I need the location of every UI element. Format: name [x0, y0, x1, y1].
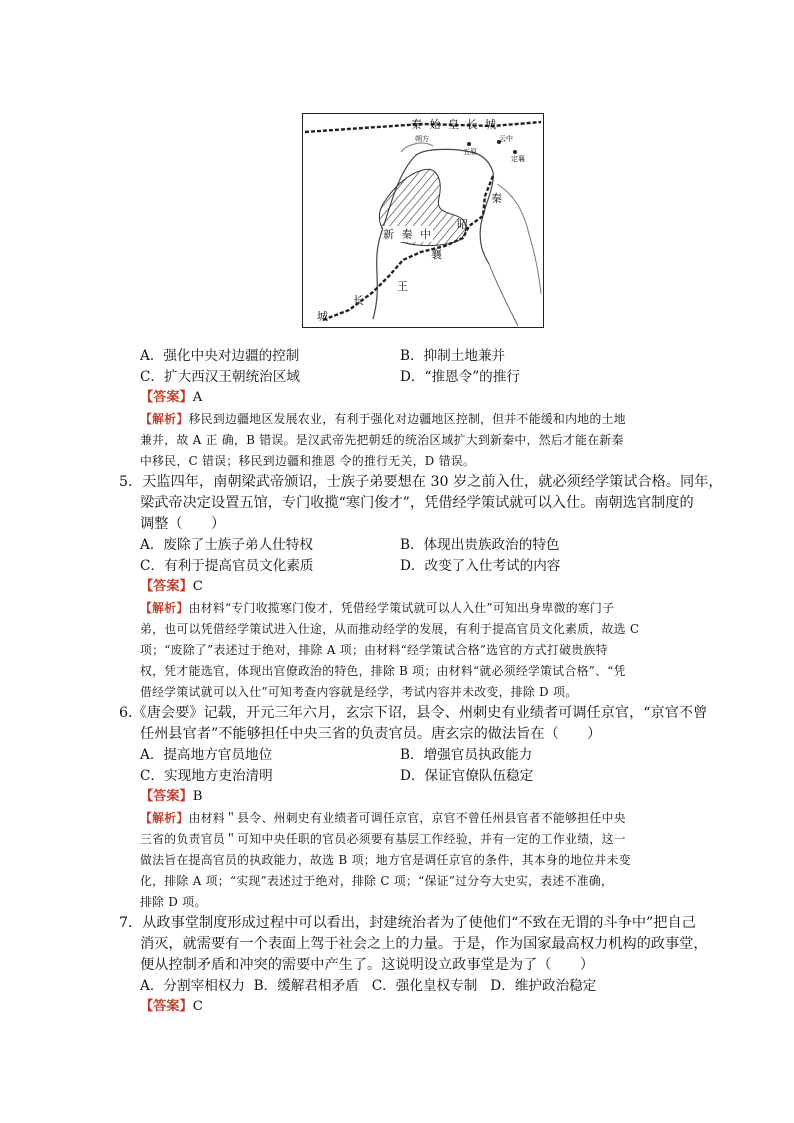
- map-label-great-wall: 秦 始 皇 长 城: [411, 118, 498, 131]
- q7-options-row: [140, 976, 596, 996]
- q5-answer: 【答案】C: [140, 579, 203, 594]
- map-label-chang: 长: [353, 294, 364, 307]
- q6-answer: 【答案】B: [140, 789, 203, 804]
- q4-answer: 【答案】A: [140, 390, 203, 405]
- q4-analysis-line-1: 【解析】移民到边疆地区发展农业，有利于强化对边疆地区控制，但并不能缓和内地的土地: [140, 412, 626, 426]
- q5-analysis-line-2: 弟，也可以凭借经学策试进入仕途，从而推动经学的发展，有利于提高官员文化素质，故选 C: [140, 622, 640, 636]
- q4-analysis-line-2: 兼并，故 A 正 确，B 错误。是汉武帝先把朝廷的统治区域扩大到新秦中，然后才能在新秦: [140, 433, 624, 447]
- q7-option-d: D．维护政治稳定: [490, 978, 597, 994]
- map-label-qin: 秦: [491, 192, 502, 205]
- q6-option-b: B．增强官员执政能力: [400, 747, 533, 763]
- mountain-line: [497, 184, 541, 294]
- q6-analysis-line-4: 化，排除 A 项；“实现”表述过于绝对，排除 C 项；“保证”过分夸大史实，表述不准确，: [140, 874, 614, 888]
- q6-stem-line-2: 任州县官者”不能够担任中央三省的负责官员。唐玄宗的做法旨在（ ）: [140, 726, 602, 742]
- q5-option-c: C．有利于提高官员文化素质: [140, 558, 314, 574]
- q5-analysis-line-4: 权，凭才能选官，体现出官僚政治的特色，排除 B 项；由材料“就必须经学策试合格”、“凭: [140, 664, 626, 678]
- q5-analysis-line-5: 借经学策试就可以入仕”可知考查内容就是经学，考试内容并未改变，排除 D 项。: [140, 685, 578, 699]
- map-label-xiang: 襄: [431, 248, 442, 261]
- q7-stem-line-1: 7．从政事堂制度形成过程中可以看出，封建统治者为了使他们“不致在无谓的斗争中”把自己: [119, 915, 696, 931]
- q7-answer: 【答案】C: [140, 999, 203, 1014]
- q4-option-b: B．抑制土地兼并: [400, 348, 506, 364]
- map-label-xinqinzhong: 新 秦 中: [383, 228, 433, 241]
- map-label-wang: 王: [397, 280, 408, 293]
- map-drawing: [303, 114, 543, 327]
- map-label-yunzhong: 云中: [499, 135, 513, 143]
- map-label-shuofang: 朔方: [415, 135, 429, 143]
- q4-analysis-line-3: 中移民，C 错误；移民到边疆和推恩 令的推行无关，D 错误。: [140, 454, 476, 468]
- q5-stem-line-2: 梁武帝决定设置五馆，专门收揽“寒门俊才”，凭借经学策试就可以入仕。南朝选官制度的: [140, 495, 694, 511]
- q6-analysis-line-5: 排除 D 项。: [140, 895, 207, 909]
- q4-option-c: C．扩大西汉王朝统治区域: [140, 369, 300, 385]
- wuyuan-dot: [467, 142, 471, 146]
- q6-analysis-line-1: 【解析】由材料＂县令、州刺史有业绩者可调任京官，京官不曾任州县官者不能够担任中央: [140, 811, 626, 825]
- q7-option-b: B．缓解君相矛盾: [253, 978, 359, 994]
- map-label-dingxiang: 定襄: [511, 155, 525, 163]
- q6-analysis-line-2: 三省的负责官员＂可知中央任职的官员必须要有基层工作经验，并有一定的工作业绩，这一: [140, 832, 626, 846]
- map-label-cheng: 城: [317, 310, 328, 323]
- q5-stem-line-3: 调整（ ）: [140, 516, 226, 532]
- q6-stem-line-1: 6.《唐会要》记载，开元三年六月，玄宗下诏，县令、州刺史有业绩者可调任京官，“京官不曾: [119, 705, 708, 721]
- q6-option-d: D．保证官僚队伍稳定: [400, 768, 534, 784]
- historical-map: [302, 113, 544, 328]
- q7-stem-line-3: 便从控制矛盾和冲突的需要中产生了。这说明设立政事堂是为了（ ）: [140, 957, 595, 973]
- q5-option-b: B．体现出贵族政治的特色: [400, 537, 560, 553]
- q6-option-c: C．实现地方吏治清明: [140, 768, 273, 784]
- q7-option-c: C．强化皇权专制: [371, 978, 478, 994]
- q4-option-a: A．强化中央对边疆的控制: [140, 348, 300, 364]
- q7-stem-line-2: 消灭，就需要有一个表面上驾于社会之上的力量。于是，作为国家最高权力机构的政事堂，: [140, 936, 708, 952]
- map-label-zhao: 昭: [457, 218, 468, 231]
- q5-analysis-line-1: 【解析】由材料“专门收揽寒门俊才，凭借经学策试就可以人入仕”可知出身卑微的寒门子: [140, 601, 615, 615]
- q4-option-d: D．“推恩令”的推行: [400, 369, 520, 385]
- q5-option-d: D．改变了入仕考试的内容: [400, 558, 561, 574]
- q6-analysis-line-3: 做法旨在提高官员的执政能力，故选 B 项；地方官是调任京官的条件，其本身的地位并未变: [140, 853, 631, 867]
- q7-option-a: A．分割宰相权力: [140, 978, 245, 994]
- q5-stem-line-1: 5．天监四年，南朝梁武帝颁诏，士族子弟要想在 30 岁之前入仕，就必须经学策试合格。同年，: [119, 474, 723, 490]
- q5-option-a: A．废除了士族子弟人仕特权: [140, 537, 313, 553]
- map-label-wuyuan: 五原: [463, 148, 477, 156]
- q6-option-a: A．提高地方官员地位: [140, 747, 273, 763]
- q5-analysis-line-3: 项；“废除了”表述过于绝对，排除 A 项；由材料“经学策试合格”选官的方式打破贵族特: [140, 643, 608, 657]
- river-branch-line: [489, 264, 518, 326]
